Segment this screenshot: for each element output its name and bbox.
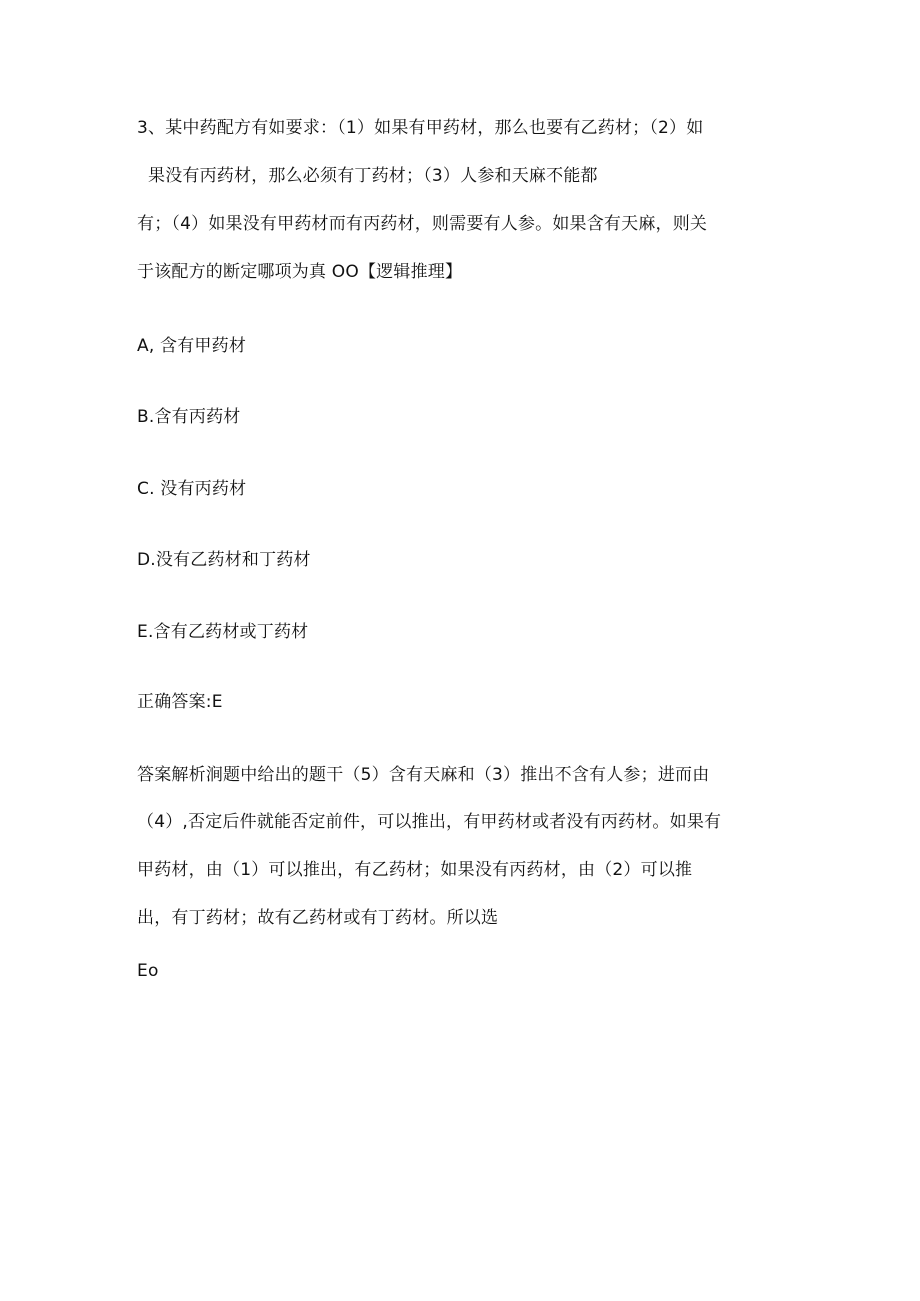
analysis-line-5: Eo [137,961,159,981]
analysis-line-2: （4）,否定后件就能否定前件，可以推出，有甲药材或者没有丙药材。如果有 [137,812,722,832]
question-line-2: 果没有丙药材，那么必须有丁药材；（3）人参和天麻不能都 [148,166,598,186]
analysis-line-1: 答案解析涧题中给出的题干（5）含有天麻和（3）推出不含有人参；进而由 [137,765,710,785]
option-a: A, 含有甲药材 [137,336,247,356]
analysis-line-3: 甲药材，由（1）可以推出，有乙药材；如果没有丙药材，由（2）可以推 [137,860,693,880]
analysis-line-4: 出，有丁药材；故有乙药材或有丁药材。所以选 [137,908,499,928]
correct-answer: 正确答案:E [137,692,223,712]
question-line-1: 3、某中药配方有如要求：（1）如果有甲药材，那么也要有乙药材；（2）如 [137,118,704,138]
option-c: C. 没有丙药材 [137,479,247,499]
question-line-4: 于该配方的断定哪项为真 OO【逻辑推理】 [137,262,463,282]
option-e: E.含有乙药材或丁药材 [137,622,309,642]
question-line-3: 有；（4）如果没有甲药材而有丙药材，则需要有人参。如果含有天麻，则关 [137,214,708,234]
option-b: B.含有丙药材 [137,407,241,427]
option-d: D.没有乙药材和丁药材 [137,550,311,570]
